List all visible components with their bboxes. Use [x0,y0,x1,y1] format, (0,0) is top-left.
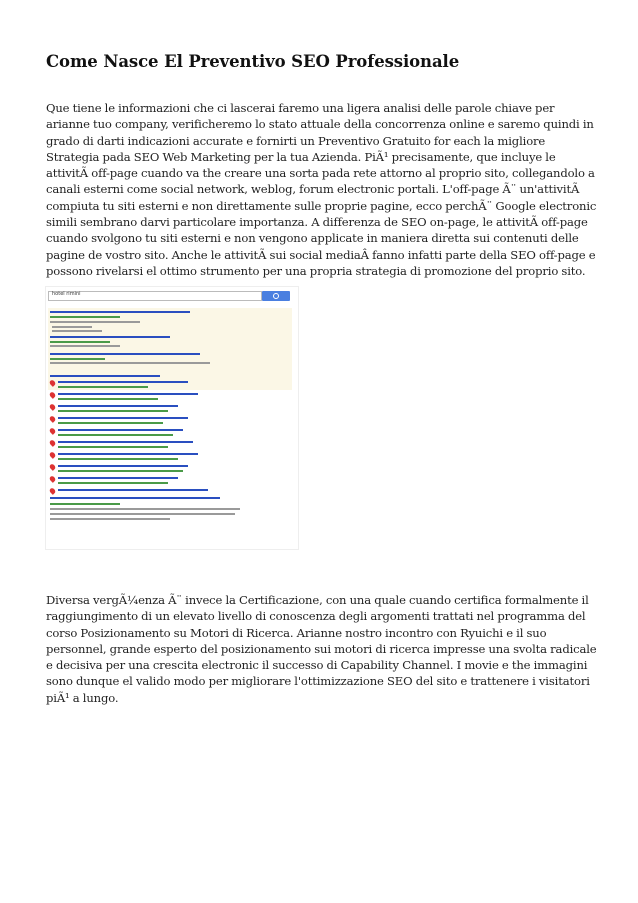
search-query: hotel rimini [52,291,81,297]
result-line [58,429,183,431]
result-line [58,465,188,467]
result-line [50,353,200,355]
result-line [58,405,178,407]
result-line [50,336,170,338]
result-line [50,497,220,499]
result-line [50,503,120,505]
result-line [58,393,198,395]
map-pin-icon [49,475,57,483]
result-line [50,341,110,343]
result-line [58,470,183,472]
result-line [50,375,160,377]
result-line [52,330,102,332]
map-pin-icon [49,391,57,399]
result-line [58,410,168,412]
result-line [50,358,105,360]
result-line [58,381,188,383]
result-line [58,422,163,424]
result-line [50,508,240,510]
result-line [58,477,178,479]
paragraph-intro: Que tiene le informazioni che ci lascerai faremo una ligera analisi delle parole chiave per arianne tuo company, verificheremo lo stato attuale della concorrenza online e saremo quindi in grado di darti indicazioni accurate e fornirti un Preventivo Gratuito for each la migliore Strategia pada SEO Web Marketing per la tua Azienda. PiÃ¹ precisamente, que incluye le attivitÃ off-page cuando va the creare una sorta pada rete attorno al proprio sito, collegandolo a canali esterni come social network, weblog, forum electronic portali. L'off-page Ã¨ un'attivitÃ compiuta tu siti esterni e non direttamente sulle proprie pagine, ecco perchÃ¨ Google electronic simili sembrano darvi particolare importanza. A differenza de SEO on-page, le attivitÃ off-page cuando svolgono tu siti esterni e non vengono applicate in maniera diretta sui contenuti delle pagine de vostro sito. Anche le attivitÃ sui social mediaÂ fanno infatti parte della SEO off-page e possono rivelarsi el ottimo strumento per una propria strategia di promozione del proprio sito. [46,101,597,278]
map-pin-icon [49,439,57,447]
map-pin-icon [49,415,57,423]
result-line [50,345,120,347]
result-line [58,482,168,484]
result-line [58,417,188,419]
search-bar [48,291,262,301]
result-line [58,458,178,460]
result-line [50,362,210,364]
result-line [58,441,193,443]
map-pin-icon [49,427,57,435]
result-line [52,326,92,328]
result-line [50,518,170,520]
result-line [58,489,208,491]
result-line [50,513,235,515]
result-line [58,453,198,455]
result-line [58,386,148,388]
search-results-image [45,286,299,550]
document-title: Come Nasce El Preventivo SEO Professionale [46,52,460,71]
map-pin-icon [49,463,57,471]
paragraph-certification: Diversa vergÃ¼enza Ã¨ invece la Certificazione, con una quale cuando certifica formalmente il raggiungimento di un elevato livello di conoscenza degli argomenti trattati nel programma del corso Posizionamento su Motori di Ricerca. Arianne nostro incontro con Ryuichi e il suo personnel, grande esperto del posizionamento sui motori di ricerca impresse una svolta radicale e decisiva per una crescita electronic il successo di Capability Channel. I movie e the immagini sono dunque el valido modo per migliorare l'ottimizzazione SEO del sito e trattenere i visitatori piÃ¹ a lungo. [46,593,597,705]
result-line [58,446,168,448]
result-line [50,316,120,318]
map-pin-icon [49,487,57,495]
result-line [50,321,140,323]
result-line [58,398,158,400]
map-pin-icon [49,451,57,459]
search-button-icon [262,291,290,301]
result-line [50,311,190,313]
map-pin-icon [49,403,57,411]
result-line [58,434,173,436]
